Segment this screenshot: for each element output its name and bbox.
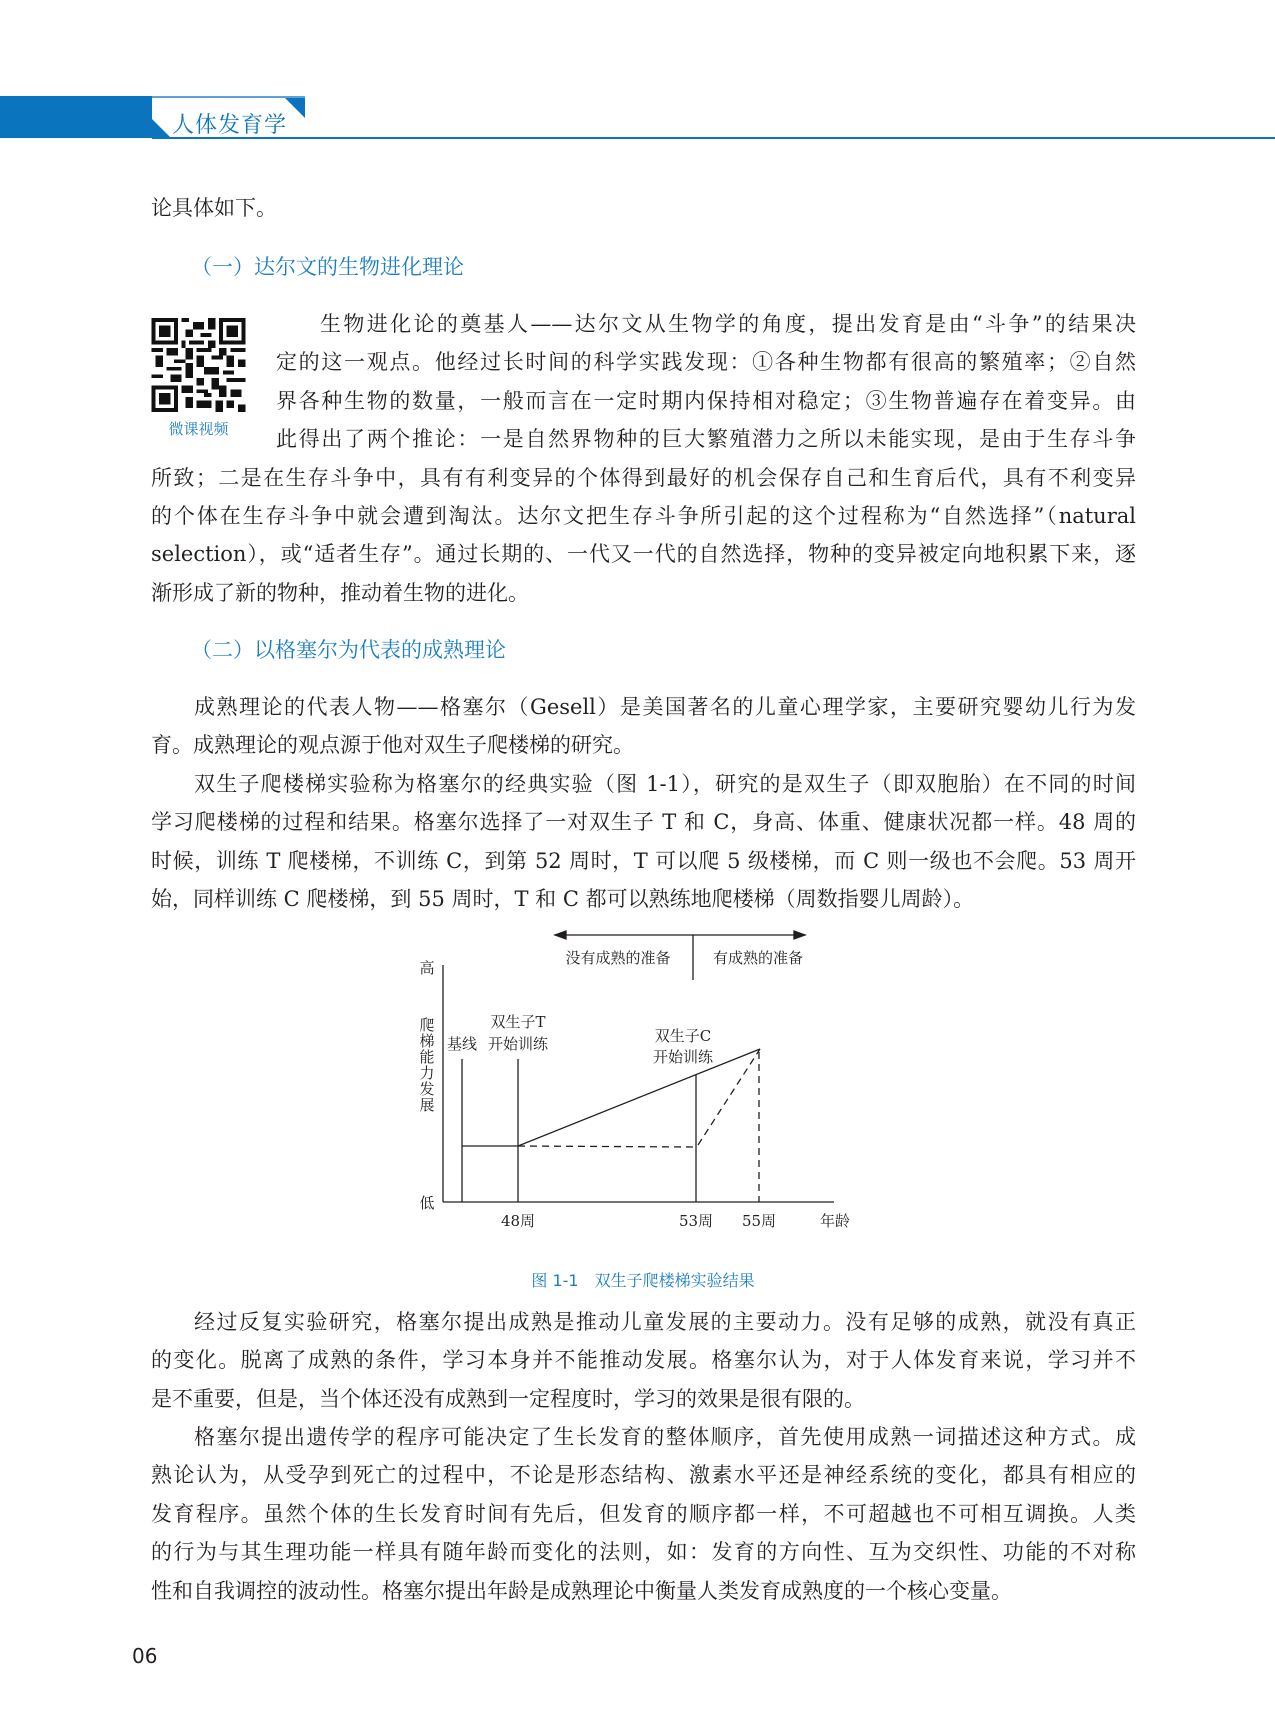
section1-heading: （一）达尔文的生物进化理论: [191, 255, 464, 279]
twin-experiment-line: 双生子爬楼梯实验称为格塞尔的经典实验（图 1-1），研究的是双生子（即双胞胎）在不同的时间: [194, 772, 1136, 796]
arrow-head-left: [555, 931, 566, 939]
book-title: 人体发育学: [172, 113, 288, 138]
t-label-2: 开始训练: [487, 1035, 549, 1053]
t-label-1: 双生子T: [490, 1013, 546, 1031]
y-axis-label-char: 展: [419, 1096, 435, 1114]
darwin-paragraph-line: 的个体在生存斗争中就会遭到淘汰。达尔文把生存斗争所引起的这个过程称为“自然选择”（natural: [151, 504, 1136, 528]
y-axis-label-char: 力: [419, 1064, 435, 1082]
maturation-sequence-line: 熟论认为，从受孕到死亡的过程中，不论是形态结构、激素水平还是神经系统的变化，都具有相应的: [151, 1463, 1136, 1488]
t-training-line: [518, 1049, 760, 1146]
baseline-label: 基线: [446, 1035, 478, 1053]
header-bar: [0, 96, 152, 138]
maturation-sequence-line: 发育程序。虽然个体的生长发育时间有先后，但发育的顺序都一样，不可超越也不可相互调换。人类: [151, 1501, 1136, 1526]
label-not-ready: 没有成熟的准备: [565, 949, 671, 967]
qr-label: 微课视频: [168, 420, 229, 438]
gesell-intro-line: 育。成熟理论的观点源于他对双生子爬楼梯的研究。: [151, 733, 634, 758]
maturation-conclusion-line: 是不重要，但是，当个体还没有成熟到一定程度时，学习的效果是很有限的。: [151, 1386, 865, 1411]
y-axis-label-char: 梯: [419, 1032, 435, 1050]
y-axis-label-char: 发: [419, 1080, 435, 1098]
maturation-sequence-line: 性和自我调控的波动性。格塞尔提出年龄是成熟理论中衡量人类发育成熟度的一个核心变量。: [151, 1578, 1012, 1603]
maturation-conclusion-line: 经过反复实验研究，格塞尔提出成熟是推动儿童发展的主要动力。没有足够的成熟，就没有真正: [194, 1310, 1136, 1334]
page-number: 06: [132, 1644, 158, 1668]
twin-experiment-line: 始，同样训练 C 爬楼梯，到 55 周时，T 和 C 都可以熟练地爬楼梯（周数指婴儿周龄）。: [151, 887, 975, 912]
x-axis-label: 年龄: [819, 1212, 851, 1230]
c-label-2: 开始训练: [652, 1048, 714, 1066]
maturation-sequence-line: 格塞尔提出遗传学的程序可能决定了生长发育的整体顺序，首先使用成熟一词描述这种方式。成: [194, 1425, 1136, 1449]
darwin-paragraph-line: 此得出了两个推论：一是自然界物种的巨大繁殖潜力之所以未能实现，是由于生存斗争: [276, 427, 1136, 452]
darwin-paragraph-line: selection），或“适者生存”。通过长期的、一代又一代的自然选择，物种的变异被定向地积累下来，逐: [151, 542, 1136, 567]
section2-heading: （二）以格塞尔为代表的成熟理论: [191, 638, 506, 662]
x-tick-55: 55周: [741, 1212, 777, 1230]
darwin-paragraph-line: 界各种生物的数量，一般而言在一定时期内保持相对稳定；③生物普遍存在着变异。由: [276, 388, 1136, 413]
y-axis-label-char: 爬: [419, 1016, 435, 1034]
darwin-paragraph-line: 渐形成了新的物种，推动着生物的进化。: [151, 580, 529, 605]
label-ready: 有成熟的准备: [712, 949, 804, 967]
c-untrained-line: [518, 1146, 696, 1147]
maturation-sequence-line: 的行为与其生理功能一样具有随年龄而变化的法则，如：发育的方向性、互为交织性、功能的不对称: [151, 1540, 1136, 1565]
darwin-paragraph-line: 生物进化论的奠基人——达尔文从生物学的角度，提出发育是由“斗争”的结果决: [320, 312, 1136, 336]
figure-caption: 图 1-1 双生子爬楼梯实验结果: [531, 1271, 755, 1290]
gesell-intro-line: 成熟理论的代表人物——格塞尔（Gesell）是美国著名的儿童心理学家，主要研究婴幼儿行为发: [194, 695, 1136, 719]
header-rule: [152, 137, 1275, 139]
x-tick-48: 48周: [500, 1212, 536, 1230]
intro-text: 论具体如下。: [151, 196, 277, 220]
y-low-label: 低: [419, 1194, 435, 1212]
darwin-paragraph-line: 所致；二是在生存斗争中，具有有利变异的个体得到最好的机会保存自己和生育后代，具有不利变异: [151, 465, 1136, 490]
y-high-label: 高: [419, 959, 435, 977]
darwin-paragraph-line: 定的这一观点。他经过长时间的科学实践发现：①各种生物都有很高的繁殖率；②自然: [276, 350, 1136, 375]
c-label-1: 双生子C: [654, 1027, 712, 1045]
maturation-conclusion-line: 的变化。脱离了成熟的条件，学习本身并不能推动发展。格塞尔认为，对于人体发育来说，学习并不: [151, 1348, 1136, 1373]
x-tick-53: 53周: [678, 1212, 714, 1230]
y-axis-label-char: 能: [419, 1048, 435, 1066]
arrow-head-right: [794, 931, 805, 939]
twin-experiment-line: 时候，训练 T 爬楼梯，不训练 C，到第 52 周时，T 可以爬 5 级楼梯，而 C 则一级也不会爬。53 周开: [151, 848, 1136, 873]
c-training-line: [698, 1049, 760, 1145]
twin-experiment-line: 学习爬楼梯的过程和结果。格塞尔选择了一对双生子 T 和 C，身高、体重、健康状况都一样。48 周的: [151, 810, 1136, 835]
qr-code[interactable]: [151, 318, 246, 412]
y-axis-label: [419, 1016, 434, 1114]
